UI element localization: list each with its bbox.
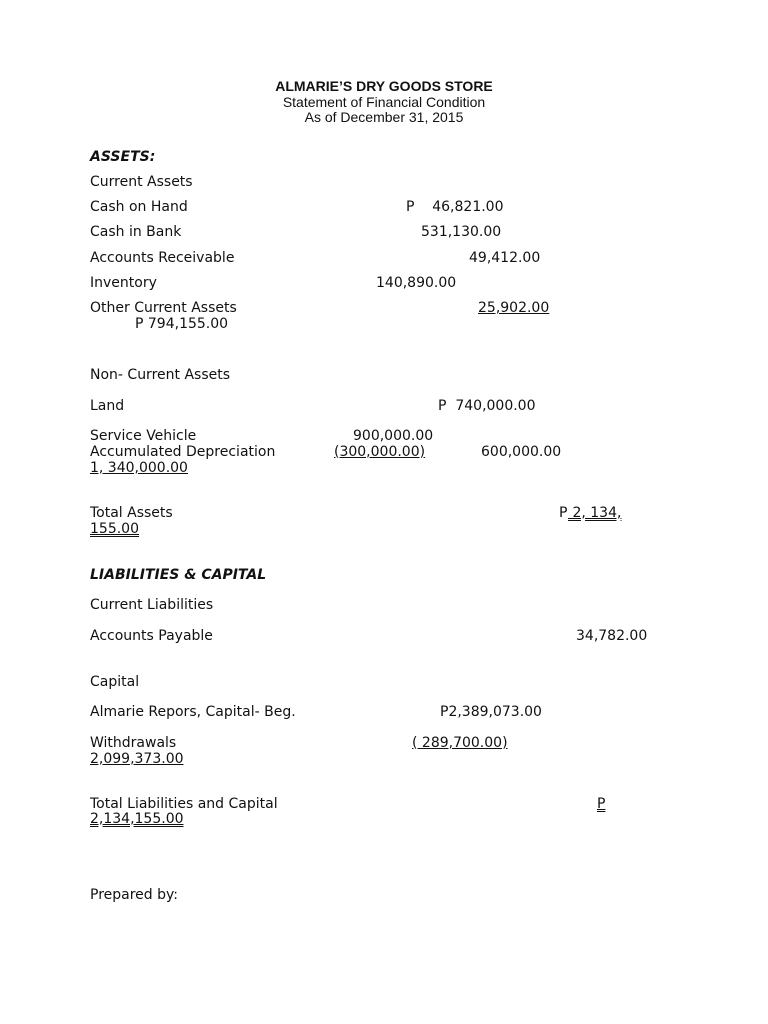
statement-title: Statement of Financial Condition	[282, 94, 486, 110]
statement-date: As of December 31, 2015	[304, 109, 464, 125]
cash-in-bank-value: 531,130.00	[421, 224, 502, 240]
total-assets-label: Total Assets	[90, 505, 173, 521]
current-liabilities-label: Current Liabilities	[90, 597, 214, 613]
noncurrent-assets-label: Non- Current Assets	[90, 367, 231, 383]
total-liabilities-capital-value: 2,134,155.00	[90, 811, 184, 827]
land-label: Land	[90, 398, 125, 414]
other-current-assets-label: Other Current Assets	[90, 300, 237, 316]
accumulated-depreciation-value: (300,000.00)	[334, 444, 426, 460]
total-assets-prefix: P	[559, 505, 568, 521]
service-vehicle-value: 900,000.00	[353, 428, 434, 444]
land-value: P 740,000.00	[438, 398, 536, 414]
accumulated-depreciation-label: Accumulated Depreciation	[90, 444, 276, 460]
total-assets-value-part2: 155.00	[90, 521, 139, 537]
accounts-receivable-label: Accounts Receivable	[90, 250, 235, 266]
store-title: ALMARIE’S DRY GOODS STORE	[275, 78, 493, 94]
cash-on-hand-value: P 46,821.00	[406, 199, 504, 215]
vehicle-net-value: 600,000.00	[481, 444, 562, 460]
cash-in-bank-label: Cash in Bank	[90, 224, 182, 240]
accounts-payable-label: Accounts Payable	[90, 628, 213, 644]
total-liabilities-capital-prefix: P	[597, 796, 606, 812]
current-assets-label: Current Assets	[90, 174, 193, 190]
service-vehicle-label: Service Vehicle	[90, 428, 197, 444]
inventory-value: 140,890.00	[376, 275, 457, 291]
withdrawals-label: Withdrawals	[90, 735, 177, 751]
capital-ending-value: 2,099,373.00	[90, 751, 184, 767]
current-assets-total: P 794,155.00	[135, 316, 229, 332]
capital-label: Capital	[90, 674, 140, 690]
capital-beginning-value: P2,389,073.00	[440, 704, 542, 720]
prepared-by-label: Prepared by:	[90, 887, 178, 903]
total-liabilities-capital-label: Total Liabilities and Capital	[90, 796, 278, 812]
noncurrent-assets-total: 1, 340,000.00	[90, 460, 188, 476]
other-current-assets-value: 25,902.00	[478, 300, 550, 316]
total-assets-value-part1: 2, 134,	[568, 505, 622, 521]
accounts-payable-value: 34,782.00	[576, 628, 648, 644]
assets-heading: ASSETS:	[90, 149, 156, 165]
cash-on-hand-label: Cash on Hand	[90, 199, 188, 215]
accounts-receivable-value: 49,412.00	[469, 250, 541, 266]
liabilities-capital-heading: LIABILITIES & CAPITAL	[90, 567, 267, 583]
capital-beginning-label: Almarie Repors, Capital- Beg.	[90, 704, 296, 720]
inventory-label: Inventory	[90, 275, 157, 291]
withdrawals-value: ( 289,700.00)	[412, 735, 508, 751]
